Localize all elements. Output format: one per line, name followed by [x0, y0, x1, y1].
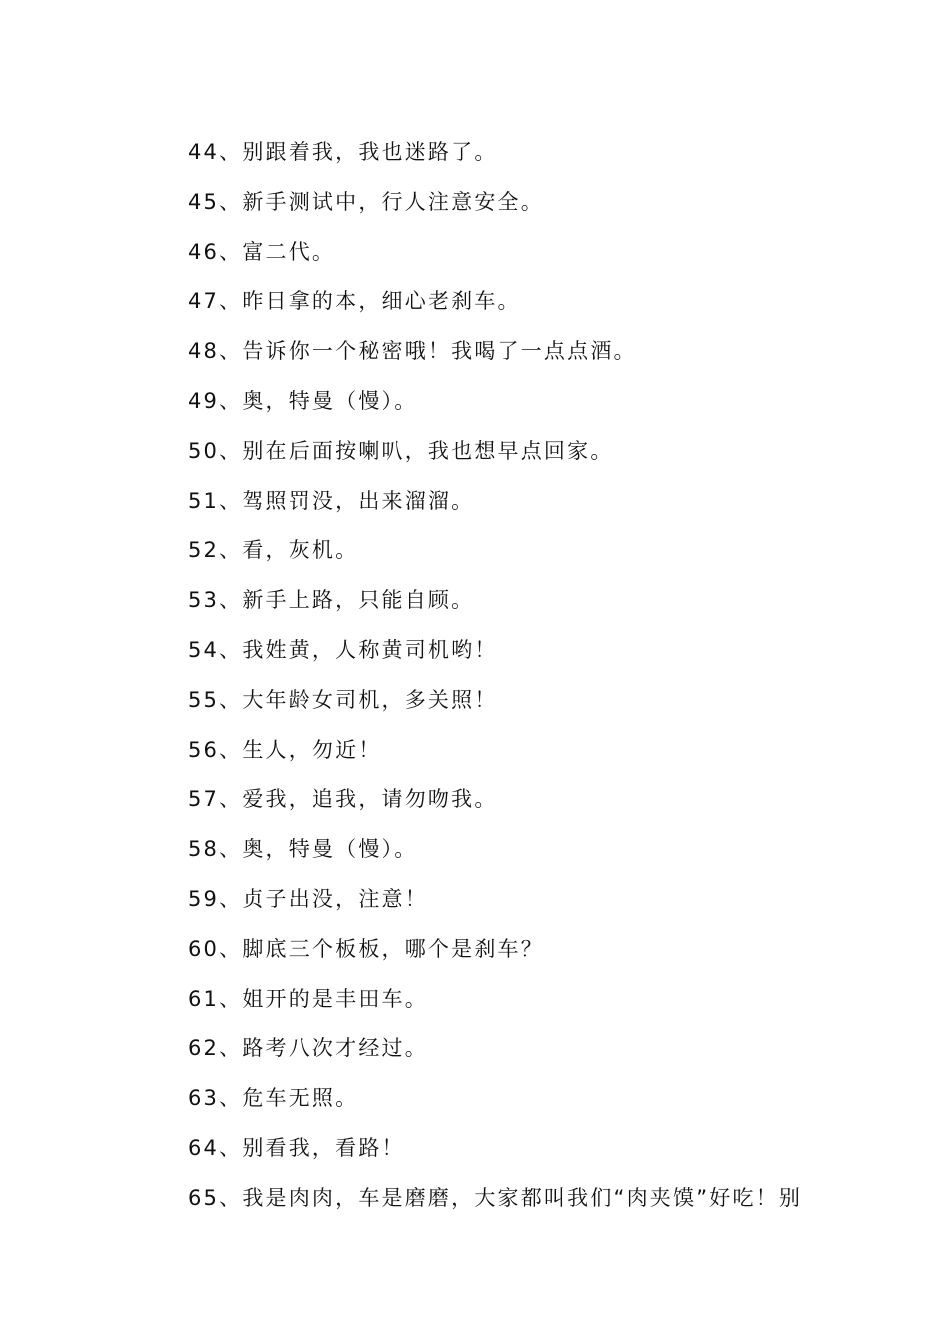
list-item: 57、爱我，追我，请勿吻我。 — [188, 787, 498, 812]
list-item: 44、别跟着我，我也迷路了。 — [188, 140, 498, 164]
list-item: 63、危车无照。 — [188, 1086, 359, 1111]
list-item: 54、我姓黄，人称黄司机哟！ — [188, 637, 498, 662]
list-item: 56、生人，勿近！ — [188, 737, 382, 762]
list-item: 61、姐开的是丰田车。 — [188, 986, 428, 1011]
list-item: 50、别在后面按喇叭，我也想早点回家。 — [188, 438, 614, 463]
list-item: 64、别看我，看路！ — [188, 1135, 405, 1160]
slogan-list — [188, 132, 828, 1228]
list-item: 48、告诉你一个秘密哦！我喝了一点点酒。 — [188, 339, 637, 364]
list-item: 65、我是肉肉，车是磨磨，大家都叫我们“肉夹馍”好吃！别 — [188, 1185, 803, 1210]
list-item: 62、路考八次才经过。 — [188, 1036, 428, 1061]
list-item: 60、脚底三个板板，哪个是刹车？ — [188, 936, 544, 961]
list-item: 45、新手测试中，行人注意安全。 — [188, 189, 544, 214]
list-item: 52、看，灰机。 — [188, 538, 359, 563]
list-item: 59、贞子出没，注意！ — [188, 886, 428, 911]
list-item: 58、奥，特曼（慢）。 — [188, 837, 418, 862]
list-item: 51、驾照罚没，出来溜溜。 — [188, 488, 475, 513]
list-item: 46、富二代。 — [188, 239, 336, 264]
list-item: 49、奥，特曼（慢）。 — [188, 388, 418, 413]
list-item: 47、昨日拿的本，细心老刹车。 — [188, 289, 521, 314]
list-item: 55、大年龄女司机，多关照！ — [188, 687, 498, 712]
list-item: 53、新手上路，只能自顾。 — [188, 588, 475, 613]
